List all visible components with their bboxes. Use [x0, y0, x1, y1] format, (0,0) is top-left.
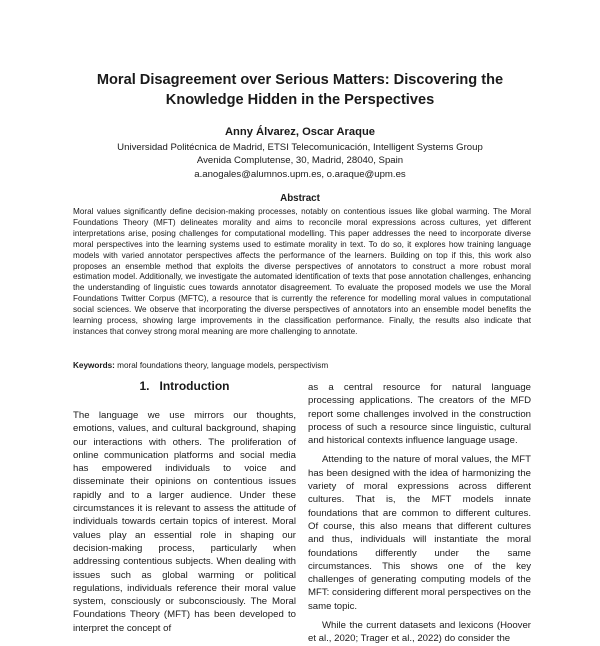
affiliation-institution: Universidad Politécnica de Madrid, ETSI Telecomunicación, Intelligent Systems Group	[117, 142, 483, 153]
abstract-heading: Abstract	[280, 193, 320, 204]
abstract-text: Moral values significantly define decision-making processes, notably on contentious issues like global warming. The Moral Foundations Theory (MFT) delineates morality and aims to reconcile moral expressions across cultures, yet different interpretations arise, posing challenges for computational modelling. This paper addresses the need to incorporate diverse moral perspectives into the learning systems used to estimate morality in text. To do so, it explores how training language models with varied annotator perspectives affects the performance of the learners. Building on top if this, this work also proposes an ensemble method that exploits the diverse perspectives of annotators to construct a more robust moral estimation model. Additionally, we investigate the automated identification of texts that pose annotation challenges, enhancing the understanding of linguistic cues towards annotator disagreement. To evaluate the proposed models we use the Moral Foundations Twitter Corpus (MFTC), a resource that is currently the reference for modelling moral values in computational social sciences. We observe that incorporating the diverse perspectives of annotators into an ensemble model benefits the learning process, showing large improvements in the classification performance. Finally, the results also indicate that instances that convey strong moral meaning are more challenging to annotate.	[73, 207, 531, 336]
keywords-line	[73, 361, 531, 372]
keywords-label: Keywords:	[73, 361, 115, 370]
body-column-right	[308, 381, 531, 646]
paper-title	[40, 70, 560, 110]
paragraph: Attending to the nature of moral values, the MFT has been designed with the idea of harmonizing the variety of moral expressions across different cultures. That is, the MFT models innate foundations that are common to different cultures. Of course, this also means that different cultures and thus, individuals will instantiate the moral foundations differently under the same circumstances. This shows one of the key challenges of generating computing models of the MFT: considering different moral perspectives on the same topic.	[308, 454, 531, 612]
section-title: Introduction	[159, 379, 230, 393]
paragraph: as a central resource for natural language processing applications. The creators of the MFD report some challenges involved in the construction process of such a resource since linguistic, cultural and historical contexts influence language usage.	[308, 382, 531, 447]
keywords-text: moral foundations theory, language models, perspectivism	[117, 361, 329, 370]
section-heading-introduction	[73, 379, 296, 393]
author-list: Anny Álvarez, Oscar Araque	[224, 126, 376, 138]
paragraph: While the current datasets and lexicons (Hoover et al., 2020; Trager et al., 2022) do consider the	[308, 620, 531, 645]
author-emails: a.anogales@alumnos.upm.es, o.araque@upm.es	[194, 168, 406, 180]
body-column-left	[73, 409, 296, 635]
affiliation-address: Avenida Complutense, 30, Madrid, 28040, Spain	[196, 155, 404, 167]
affiliation-block	[40, 141, 560, 181]
section-number: 1.	[139, 379, 150, 393]
paper-title-line-1: Moral Disagreement over Serious Matters: Discovering the	[96, 72, 504, 88]
paragraph: The language we use mirrors our thoughts, emotions, values, and cultural background, shaping our interactions with others. The proliferation of online communication platforms and social media has empowered individuals to voice and disseminate their opinions on contentious issues rapidly and to a larger audience. Under these circumstances it is relevant to assess the attitude of individuals towards certain topics of interest. Moral values play an essential role in shaping our decision-making process, particularly when addressing contentious subjects. When dealing with issues such as global warming or political regulations, individuals reference their moral value system, consciously or subconsciously. The Moral Foundations Theory (MFT) has been developed to interpret the concept of	[73, 410, 296, 634]
paper-title-line-2: Knowledge Hidden in the Perspectives	[165, 92, 435, 108]
